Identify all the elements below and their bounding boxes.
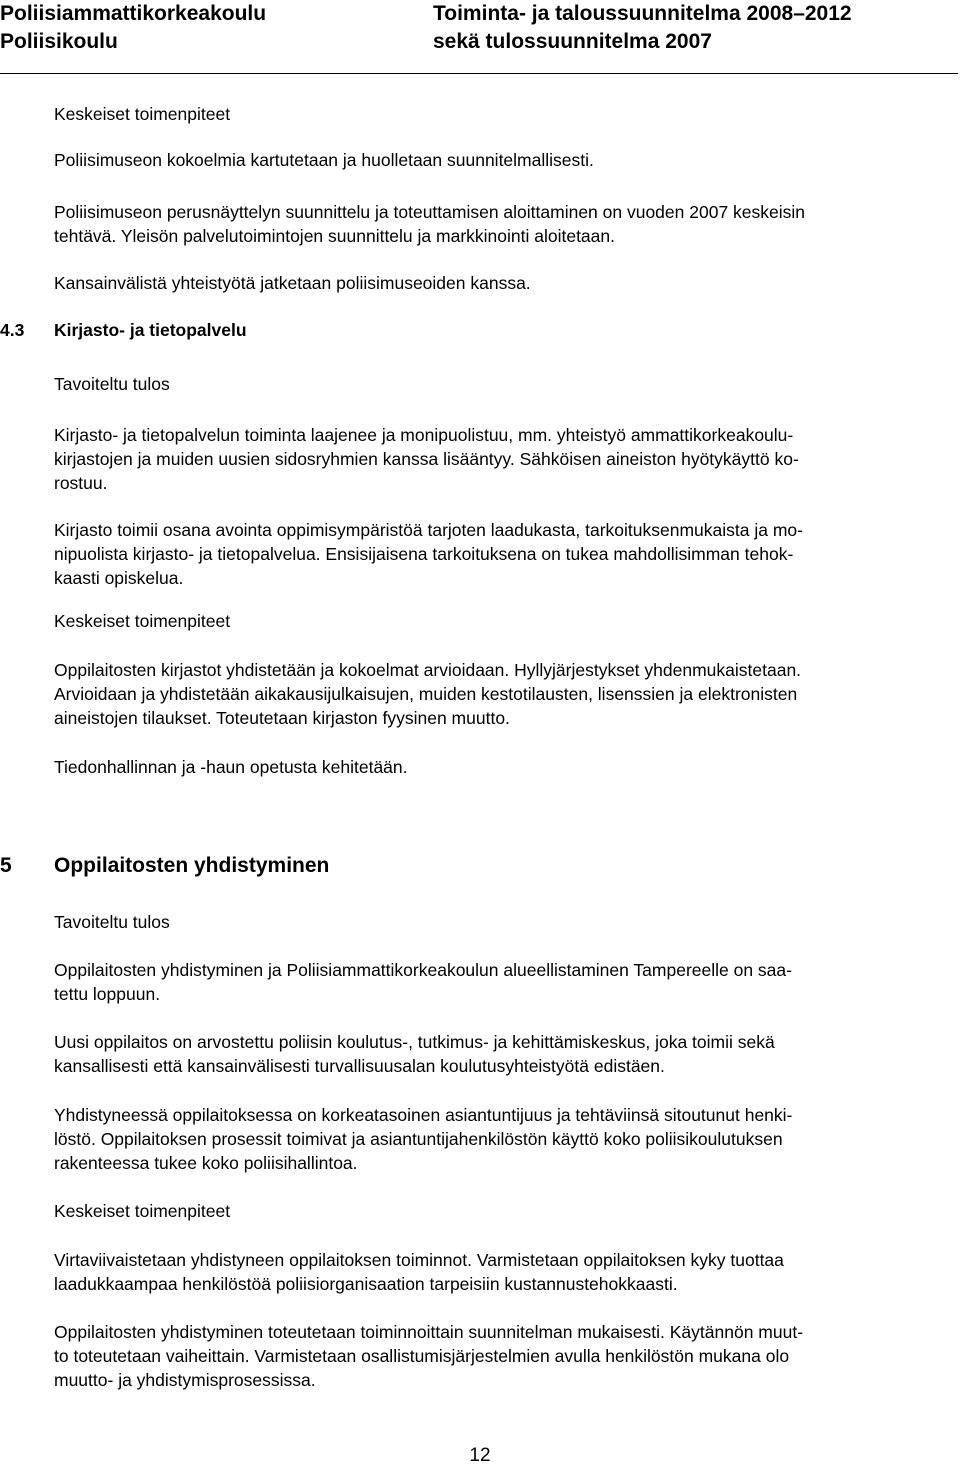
paragraph-line: kansallisesti että kansainvälisesti turvallisuusalan koulutusyhteistyötä edistäen. <box>54 1056 665 1076</box>
header-document-title <box>433 0 852 56</box>
paragraph: Tiedonhallinnan ja -haun opetusta kehitetään. <box>54 757 408 777</box>
chapter-title: Oppilaitosten yhdistyminen <box>54 854 330 877</box>
paragraph-line: Kirjasto toimii osana avointa oppimisympäristöä tarjoten laadukasta, tarkoituksenmukaista ja mo- <box>54 520 803 540</box>
subheading-target-result: Tavoiteltu tulos <box>54 374 170 394</box>
subheading-key-actions: Keskeiset toimenpiteet <box>54 1201 231 1221</box>
paragraph-line: rakenteessa tukee koko poliisihallintoa. <box>54 1153 358 1173</box>
paragraph-line: Poliisimuseon perusnäyttelyn suunnittelu ja toteuttamisen aloittaminen on vuoden 2007 keskeisin <box>54 202 806 222</box>
subheading-target-result: Tavoiteltu tulos <box>54 912 170 932</box>
header-org-line1: Poliisiammattikorkeakoulu <box>0 2 267 25</box>
paragraph-line: löstö. Oppilaitoksen prosessit toimivat ja asiantuntijahenkilöstön käyttö koko poliisikoulutuksen <box>54 1129 783 1149</box>
section-title: Kirjasto- ja tietopalvelu <box>54 320 247 340</box>
paragraph-line: kaasti opiskelua. <box>54 568 184 588</box>
header-organization <box>0 0 266 56</box>
header-divider <box>0 73 958 74</box>
paragraph-line: Oppilaitosten yhdistyminen ja Poliisiammattikorkeakoulun alueellistaminen Tampereelle on saa- <box>54 960 792 980</box>
page-number: 12 <box>469 1445 491 1466</box>
header-org-line2: Poliisikoulu <box>0 30 118 53</box>
paragraph-line: kirjastojen ja muiden uusien sidosryhmien kanssa lisääntyy. Sähköisen aineiston hyötykäyttö ko- <box>54 449 799 469</box>
paragraph: Kansainvälistä yhteistyötä jatketaan poliisimuseoiden kanssa. <box>54 273 531 293</box>
paragraph-line: Uusi oppilaitos on arvostettu poliisin koulutus-, tutkimus- ja kehittämiskeskus, joka toimii sekä <box>54 1032 775 1052</box>
paragraph-line: Virtaviivaistetaan yhdistyneen oppilaitoksen toiminnot. Varmistetaan oppilaitoksen kyky tuottaa <box>54 1250 784 1270</box>
chapter-number: 5 <box>0 854 12 877</box>
header-title-line1: Toiminta- ja taloussuunnitelma 2008–2012 <box>433 2 852 25</box>
paragraph-line: nipuolista kirjasto- ja tietopalvelua. Ensisijaisena tarkoituksena on tukea mahdollisimman tehok- <box>54 544 794 564</box>
paragraph-line: Oppilaitosten yhdistyminen toteutetaan toiminnoittain suunnitelman mukaisesti. Käytännön muut- <box>54 1322 804 1342</box>
paragraph-line: Kirjasto- ja tietopalvelun toiminta laajenee ja monipuolistuu, mm. yhteistyö ammattikorkeakoulu- <box>54 425 794 445</box>
paragraph-line: rostuu. <box>54 473 108 493</box>
paragraph-line: tehtävä. Yleisön palvelutoimintojen suunnittelu ja markkinointi aloitetaan. <box>54 226 615 246</box>
subheading-key-actions: Keskeiset toimenpiteet <box>54 104 231 124</box>
header-title-line2: sekä tulossuunnitelma 2007 <box>433 30 712 53</box>
paragraph-line: to toteutetaan vaiheittain. Varmistetaan osallistumisjärjestelmien avulla henkilöstön mukana olo <box>54 1346 790 1366</box>
paragraph-line: Oppilaitosten kirjastot yhdistetään ja kokoelmat arvioidaan. Hyllyjärjestykset yhdenmukaistetaan. <box>54 660 802 680</box>
section-number: 4.3 <box>0 320 25 340</box>
paragraph-line: Yhdistyneessä oppilaitoksessa on korkeatasoinen asiantuntijuus ja tehtäviinsä sitoutunut henki- <box>54 1105 793 1125</box>
paragraph-line: Arvioidaan ja yhdistetään aikakausijulkaisujen, muiden kestotilausten, lisenssien ja elektronisten <box>54 684 798 704</box>
paragraph-line: laadukkaampaa henkilöstöä poliisiorganisaation tarpeisiin kustannustehokkaasti. <box>54 1274 678 1294</box>
subheading-key-actions: Keskeiset toimenpiteet <box>54 611 231 631</box>
paragraph-line: muutto- ja yhdistymisprosessissa. <box>54 1370 316 1390</box>
paragraph: Poliisimuseon kokoelmia kartutetaan ja huolletaan suunnitelmallisesti. <box>54 150 594 170</box>
paragraph-line: tettu loppuun. <box>54 984 161 1004</box>
paragraph-line: aineistojen tilaukset. Toteutetaan kirjaston fyysinen muutto. <box>54 708 510 728</box>
